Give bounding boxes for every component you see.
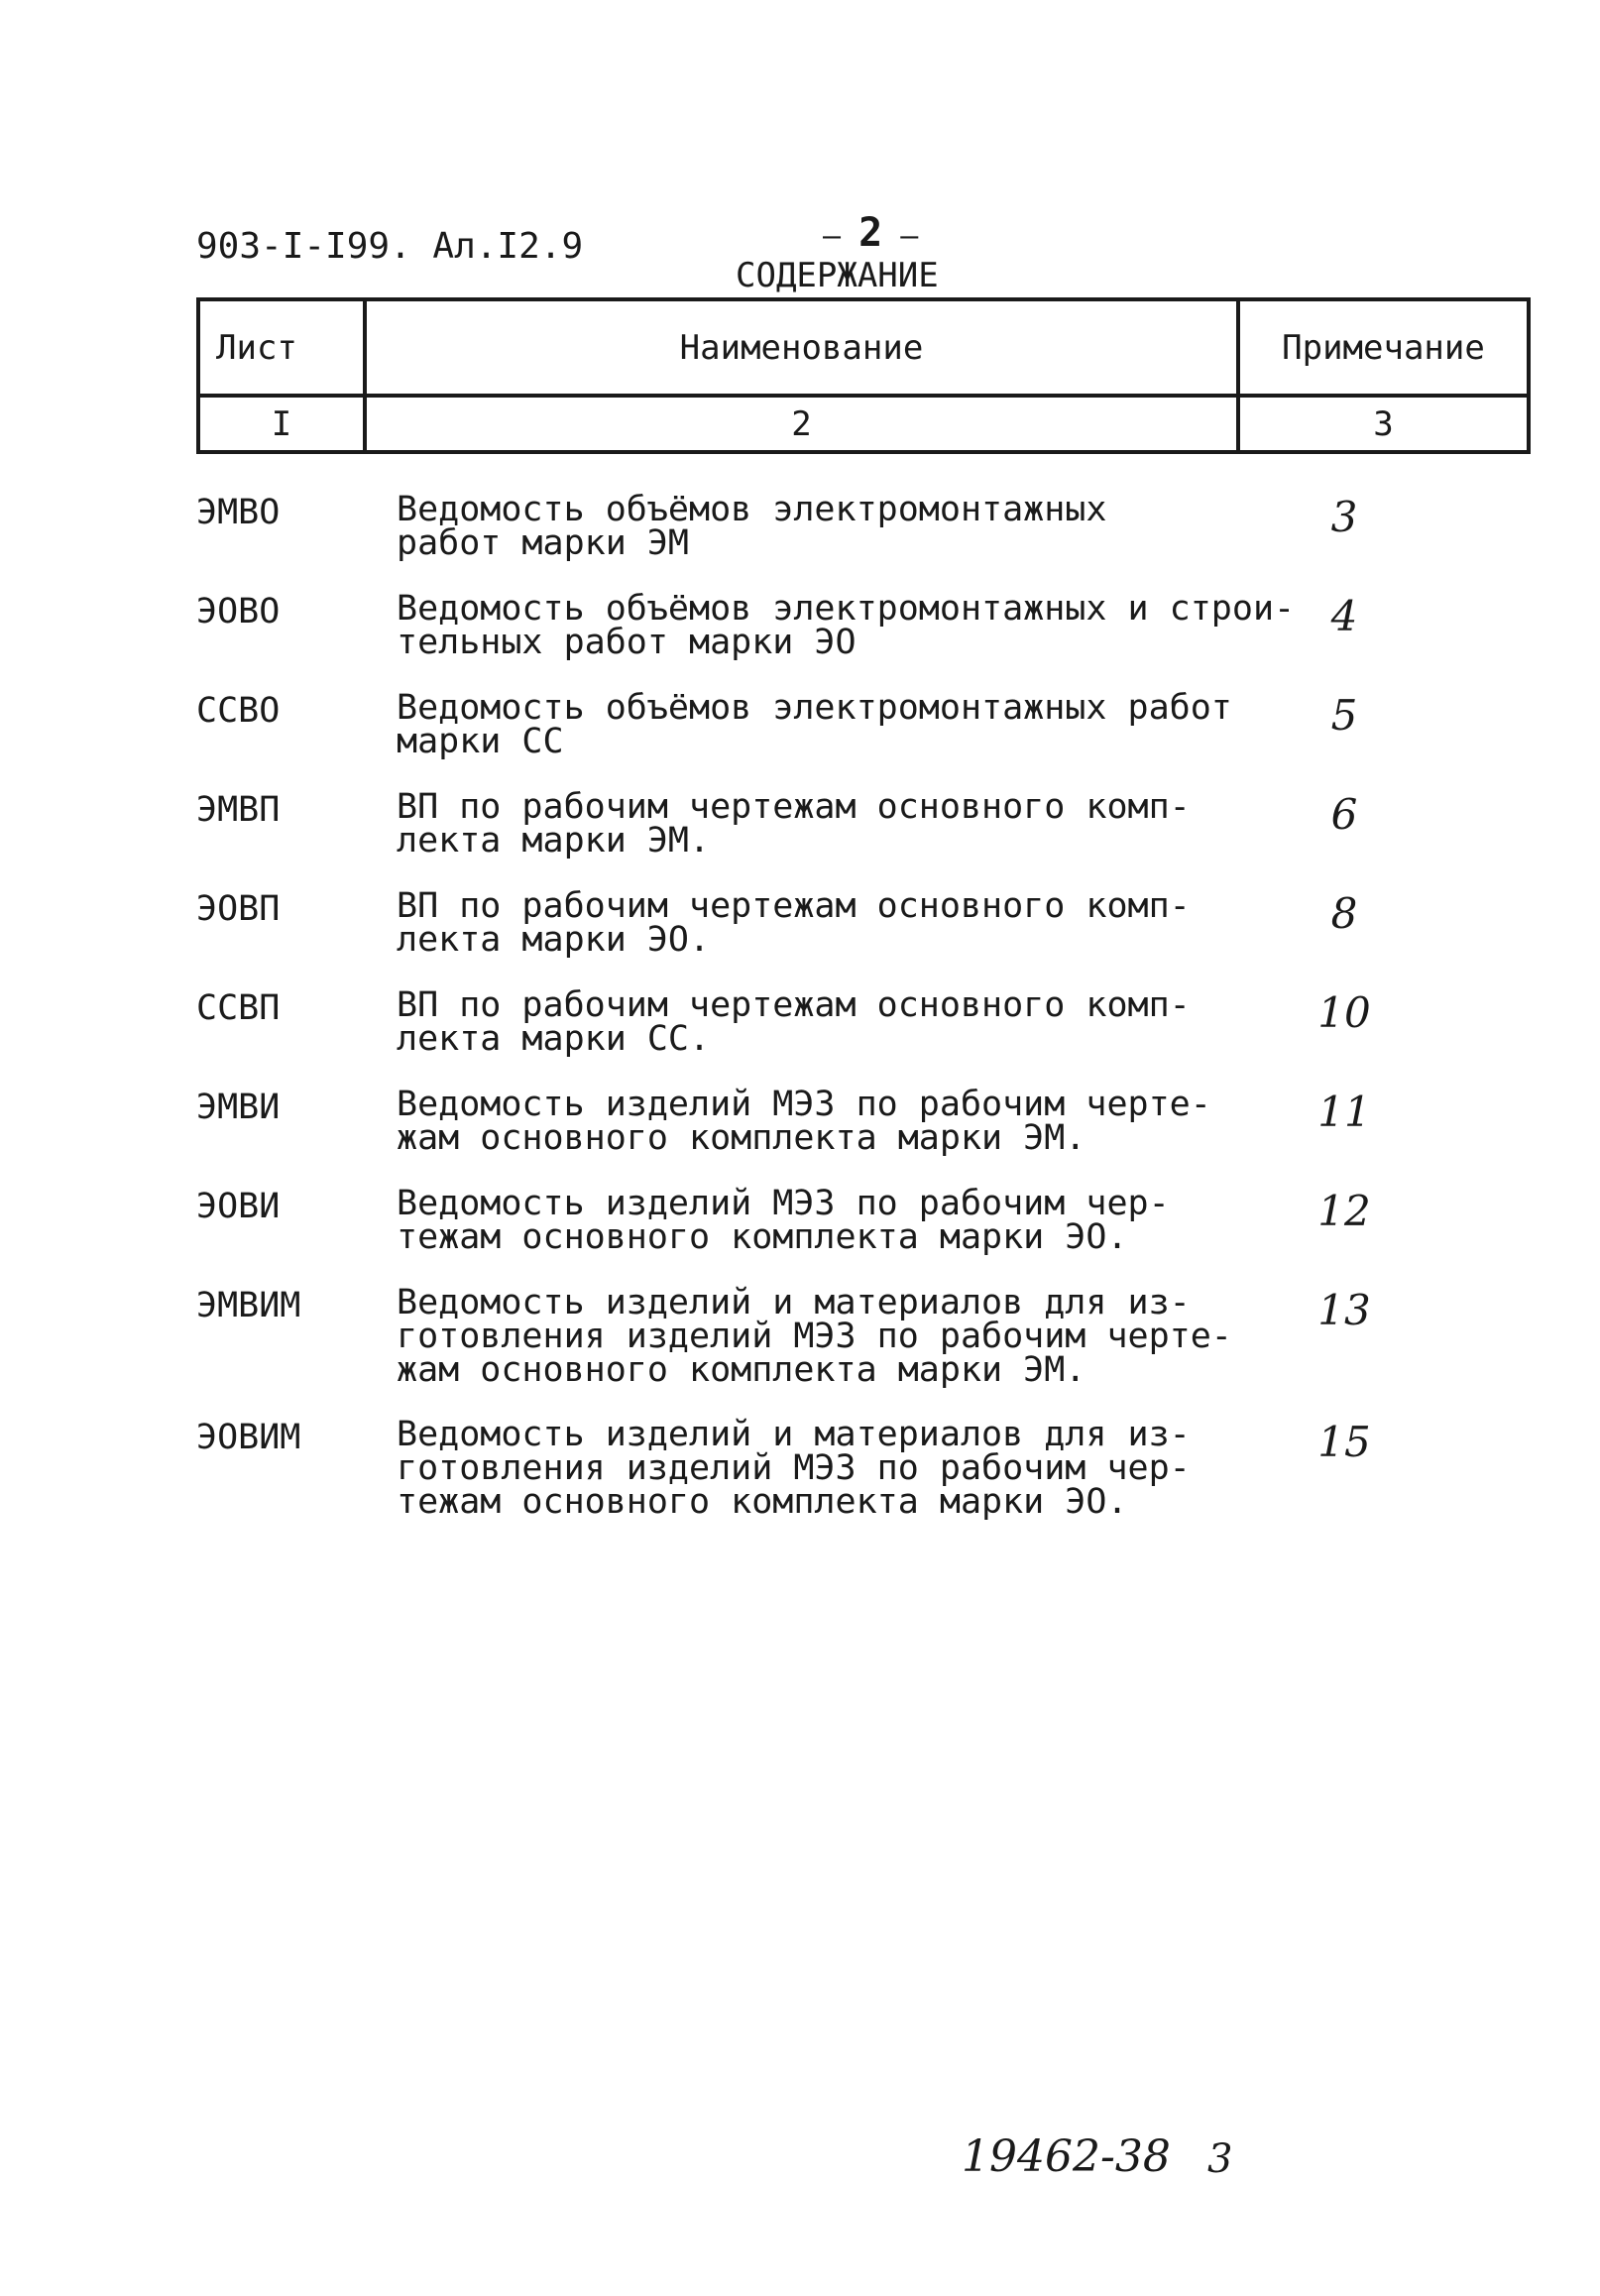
- page-ref: 10: [1317, 988, 1371, 1037]
- page-title: СОДЕРЖАНИЕ: [736, 256, 939, 295]
- page-ref: 11: [1317, 1088, 1371, 1136]
- document-name: Ведомость изделий МЭЗ по рабочим черте- жам основного комплекта марки ЭМ.: [397, 1085, 1211, 1158]
- column-header-note: Примечание: [1238, 299, 1529, 396]
- column-number-2: 2: [365, 396, 1238, 452]
- document-name: Ведомость объёмов электромонтажных работ марки СС: [397, 688, 1232, 761]
- page-ref: 3: [1330, 493, 1358, 541]
- sheet-code: ЭОВП: [196, 889, 281, 929]
- document-name: Ведомость объёмов электромонтажных работ марки ЭМ: [397, 490, 1107, 563]
- column-header-name: Наименование: [365, 299, 1238, 396]
- page-ref: 4: [1330, 592, 1358, 640]
- sheet-code: ЭОВИМ: [196, 1418, 301, 1457]
- column-header-sheet: Лист: [198, 299, 365, 396]
- document-code: 903-I-I99. Ал.I2.9: [196, 226, 584, 267]
- sheet-code: ЭМВИ: [196, 1088, 281, 1127]
- page-ref: 13: [1317, 1286, 1371, 1334]
- sheet-code: ЭМВИМ: [196, 1286, 301, 1325]
- page-ref: 15: [1317, 1418, 1371, 1466]
- page-ref: 12: [1317, 1187, 1371, 1235]
- page-number-dash-left: –: [823, 219, 859, 254]
- document-name: ВП по рабочим чертежам основного комп- лекта марки СС.: [397, 985, 1191, 1059]
- document-name: ВП по рабочим чертежам основного комп- лекта марки ЭО.: [397, 886, 1191, 960]
- sheet-number: 3: [1207, 2136, 1233, 2182]
- page-number-value: 2: [858, 210, 883, 256]
- sheet-code: ЭОВИ: [196, 1187, 281, 1226]
- sheet-code: ЭМВО: [196, 493, 281, 532]
- document-name: ВП по рабочим чертежам основного комп- лекта марки ЭМ.: [397, 787, 1191, 861]
- sheet-code: ССВО: [196, 691, 281, 731]
- sheet-code: ССВП: [196, 988, 281, 1028]
- page-ref: 6: [1330, 790, 1358, 839]
- inventory-number: 19462-38: [962, 2131, 1171, 2182]
- sheet-code: ЭОВО: [196, 592, 281, 631]
- sheet-code: ЭМВП: [196, 790, 281, 830]
- page-number-dash-right: –: [882, 219, 919, 254]
- page-ref: 8: [1330, 889, 1358, 938]
- document-name: Ведомость изделий МЭЗ по рабочим чер- тежам основного комплекта марки ЭО.: [397, 1184, 1170, 1257]
- page-ref: 5: [1330, 691, 1358, 740]
- document-name: Ведомость изделий и материалов для из- готовления изделий МЭЗ по рабочим чер- тежам основного комплекта марки ЭО.: [397, 1415, 1191, 1522]
- column-number-1: I: [198, 396, 365, 452]
- document-name: Ведомость объёмов электромонтажных и строи- тельных работ марки ЭО: [397, 589, 1296, 662]
- document-name: Ведомость изделий и материалов для из- готовления изделий МЭЗ по рабочим черте- жам основного комплекта марки ЭМ.: [397, 1283, 1232, 1390]
- column-number-3: 3: [1238, 396, 1529, 452]
